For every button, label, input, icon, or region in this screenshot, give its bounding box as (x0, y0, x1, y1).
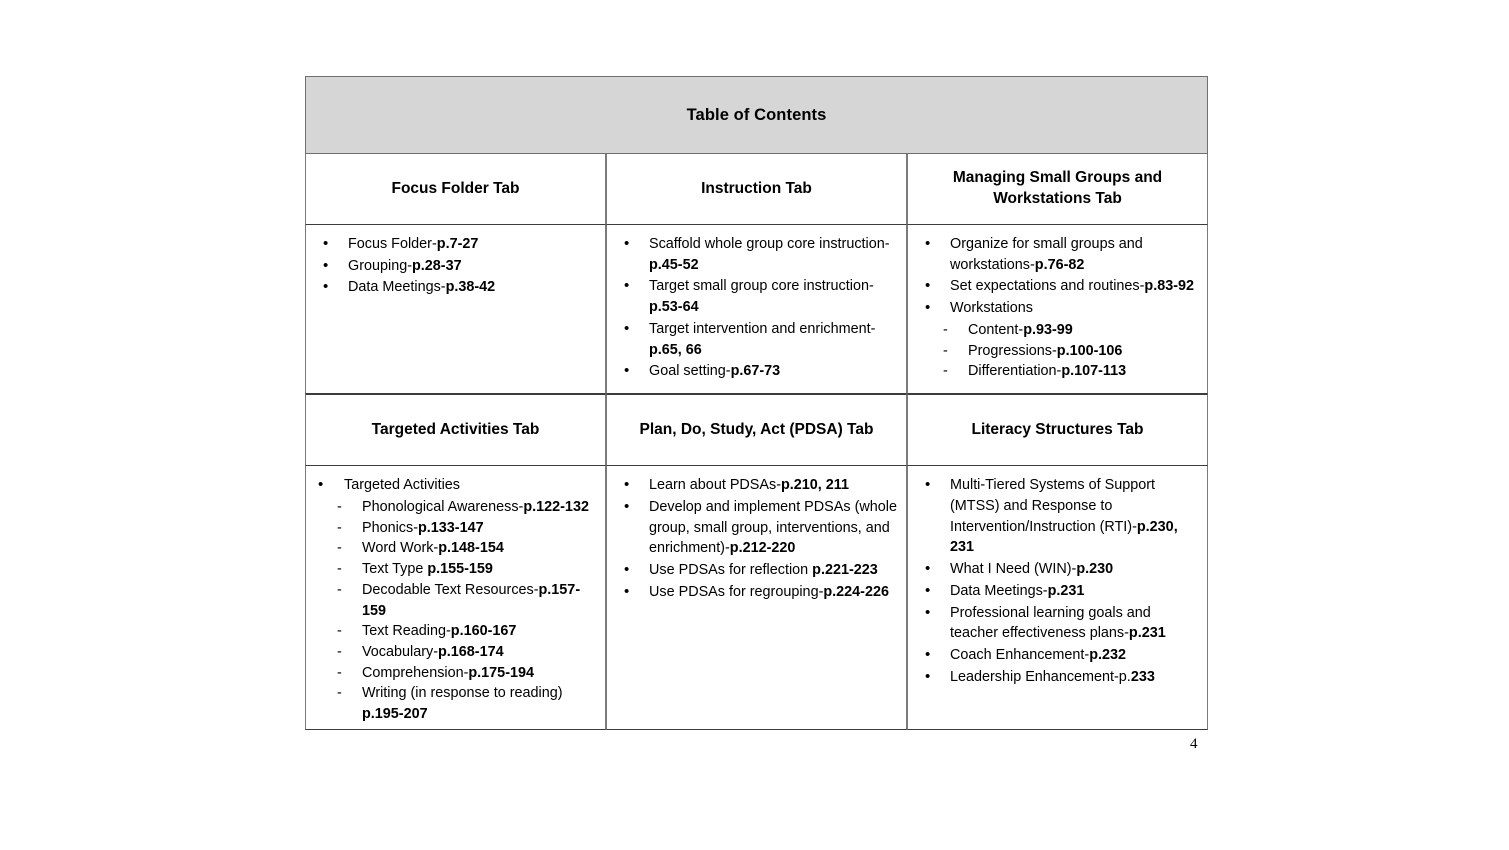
list-item (940, 320, 1199, 341)
page-ref: p.76-82 (1034, 256, 1085, 273)
page-ref: p.212-220 (729, 540, 796, 557)
tab-header-focus-folder: Focus Folder Tab (305, 154, 606, 225)
list-instruction (615, 234, 898, 382)
item-text: Leadership Enhancement-p. (950, 668, 1131, 685)
list-item (334, 538, 597, 559)
item-text: Use PDSAs for regrouping- (649, 583, 824, 600)
list-item (916, 603, 1199, 644)
page-ref: p.160-167 (450, 623, 517, 640)
list-item (334, 642, 597, 663)
item-text: Data Meetings- (348, 279, 446, 296)
page-ref: p.232 (1089, 647, 1127, 664)
item-text: Set expectations and routines- (950, 278, 1145, 295)
page-ref: p.53-64 (649, 299, 699, 316)
list-item (940, 341, 1199, 362)
cell-literacy-structures-content (907, 466, 1208, 730)
item-text: Writing (in response to reading) (362, 685, 563, 702)
item-text: Learn about PDSAs- (649, 477, 781, 494)
tab-content-row-1 (305, 225, 1208, 394)
page-ref: p.93-99 (1023, 321, 1073, 338)
list-item (334, 559, 597, 580)
page-ref: p.221-223 (812, 562, 878, 579)
item-text: What I Need (WIN)- (950, 561, 1077, 578)
item-text: Multi-Tiered Systems of Support (MTSS) and Response to Intervention/Instruction (RTI)- (950, 477, 1156, 535)
list-item (334, 497, 597, 518)
list-item (916, 234, 1199, 275)
page-ref: p.231 (1047, 582, 1085, 599)
list-item (916, 298, 1199, 319)
sublist-workstations-wrap (916, 320, 1199, 382)
item-text: Workstations (950, 300, 1033, 317)
list-item (916, 475, 1199, 558)
list-item (615, 560, 898, 581)
item-text: Text Type (362, 561, 428, 578)
item-text: Decodable Text Resources- (362, 581, 539, 598)
item-text: Word Work- (362, 540, 439, 557)
page-ref: p.157-159 (362, 581, 581, 619)
page-ref: p.122-132 (523, 498, 589, 515)
cell-managing-small-groups-content (907, 225, 1208, 394)
item-text: Text Reading- (362, 623, 451, 640)
item-text: Develop and implement PDSAs (whole group, small group, interventions, and enrichment)- (649, 498, 897, 557)
table-title-row (305, 76, 1208, 154)
cell-pdsa-content (606, 466, 907, 730)
list-focus-folder (314, 234, 597, 298)
page-ref: p.224-226 (823, 583, 889, 600)
item-text: Phonological Awareness- (362, 498, 524, 515)
list-item (334, 518, 597, 539)
list-item (916, 276, 1199, 297)
list-item (615, 361, 898, 382)
cell-instruction-content (606, 225, 907, 394)
page-ref: p.231 (1128, 625, 1166, 642)
list-item (940, 361, 1199, 382)
tab-header-instruction: Instruction Tab (606, 154, 907, 225)
list-item (334, 580, 597, 621)
item-text: Comprehension- (362, 664, 469, 681)
tab-header-pdsa: Plan, Do, Study, Act (PDSA) Tab (606, 394, 907, 466)
list-item (314, 277, 597, 298)
item-text: Coach Enhancement- (950, 647, 1090, 664)
page-ref: p.65, 66 (649, 341, 702, 358)
item-text: Phonics- (362, 519, 418, 536)
list-item (916, 581, 1199, 602)
list-literacy-structures (916, 475, 1199, 687)
page-ref: p.230 (1076, 561, 1114, 578)
page-ref: p.155-159 (427, 561, 493, 578)
list-item (314, 234, 597, 255)
tab-header-targeted-activities: Targeted Activities Tab (305, 394, 606, 466)
list-item (916, 645, 1199, 666)
page-ref: p.38-42 (445, 279, 496, 296)
tab-header-literacy-structures: Literacy Structures Tab (907, 394, 1208, 466)
page-ref: 233 (1130, 668, 1155, 685)
cell-targeted-activities-content (305, 466, 606, 730)
list-targeted-activities (314, 475, 597, 496)
list-item (334, 621, 597, 642)
item-text: Use PDSAs for reflection (649, 562, 813, 579)
list-item (615, 276, 898, 317)
list-item (334, 683, 597, 724)
item-text: Progressions- (968, 342, 1057, 359)
page-ref: p.107-113 (1061, 363, 1127, 380)
item-text: Target intervention and enrichment- (649, 320, 876, 337)
list-item (314, 256, 597, 277)
item-text: Organize for small groups and workstations- (950, 236, 1143, 273)
tab-header-managing-small-groups: Managing Small Groups and Workstations Tab (907, 154, 1208, 225)
page-number: 4 (1190, 736, 1198, 752)
sublist-targeted-activities-wrap (314, 497, 597, 725)
page-ref: p.67-73 (730, 363, 781, 380)
item-text: Differentiation- (968, 363, 1062, 380)
list-item (615, 497, 898, 559)
page-ref: p.210, 211 (781, 477, 850, 494)
page-ref: p.7-27 (436, 236, 479, 252)
item-text: Focus Folder- (348, 236, 437, 252)
page-ref: p.148-154 (438, 540, 504, 557)
page-ref: p.168-174 (438, 644, 504, 661)
item-text: Goal setting- (649, 363, 731, 380)
item-text: Data Meetings- (950, 582, 1048, 599)
item-text: Vocabulary- (362, 644, 438, 661)
item-text: Scaffold whole group core instruction- (649, 236, 890, 252)
item-text: Targeted Activities (344, 477, 460, 494)
sublist-targeted-activities (334, 497, 597, 725)
sublist-workstations (940, 320, 1199, 382)
list-item (916, 559, 1199, 580)
tab-content-row-2 (305, 466, 1208, 730)
page-ref: p.28-37 (412, 257, 462, 274)
table-of-contents (305, 76, 1208, 730)
list-item (615, 319, 898, 360)
item-text: Target small group core instruction- (649, 278, 874, 295)
list-managing-small-groups (916, 234, 1199, 319)
page-ref: p.230, 231 (950, 518, 1178, 556)
list-item (615, 582, 898, 603)
page-title: Table of Contents (305, 76, 1208, 154)
cell-focus-folder-content (305, 225, 606, 394)
tab-header-row-2 (305, 394, 1208, 466)
item-text: Content- (968, 321, 1024, 338)
list-item (916, 667, 1199, 688)
list-pdsa (615, 475, 898, 602)
list-item (615, 475, 898, 496)
page-ref: p.83-92 (1144, 278, 1195, 295)
list-item (314, 475, 597, 496)
page-ref: p.100-106 (1056, 342, 1123, 359)
list-item (334, 663, 597, 684)
page-ref: p.195-207 (362, 706, 428, 723)
list-item (615, 234, 898, 275)
page-ref: p.45-52 (649, 256, 699, 273)
item-text: Grouping- (348, 257, 412, 274)
page-ref: p.133-147 (418, 519, 484, 536)
page-ref: p.175-194 (468, 664, 534, 681)
tab-header-row-1 (305, 154, 1208, 225)
item-text: Professional learning goals and teacher effectiveness plans- (950, 604, 1151, 642)
